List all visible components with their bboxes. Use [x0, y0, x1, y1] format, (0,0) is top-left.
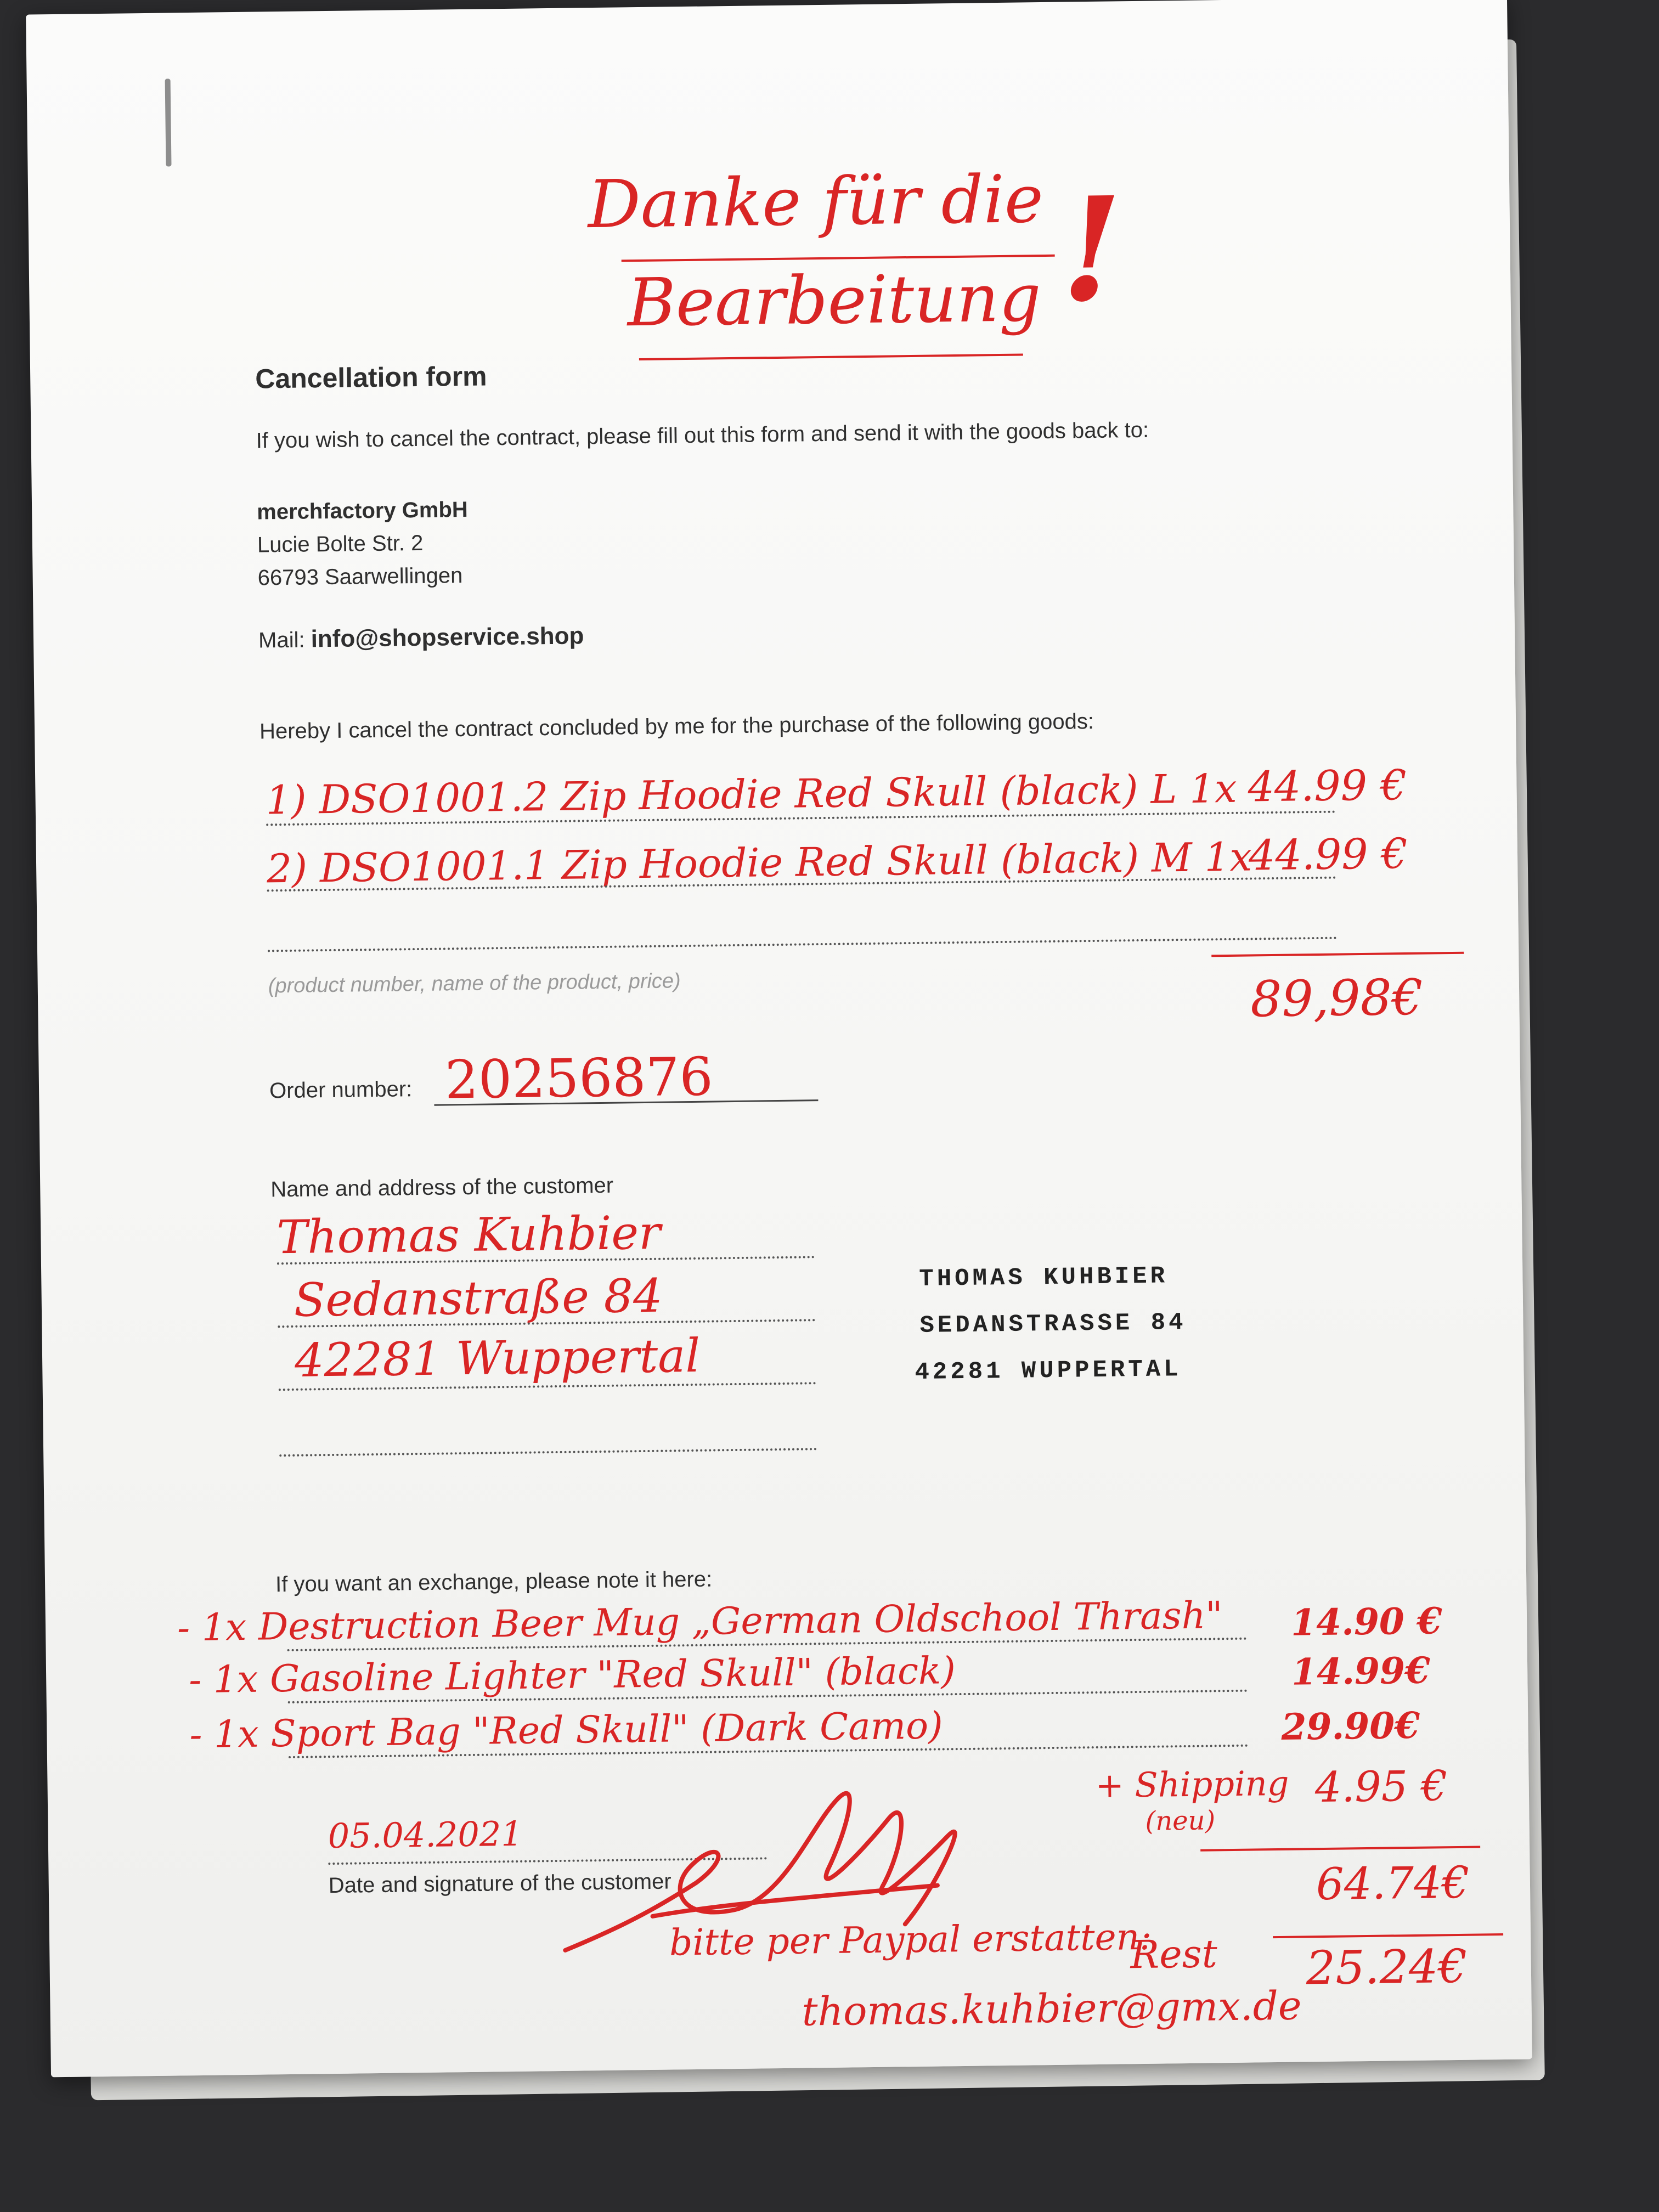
- paypal-note: bitte per Paypal erstatten:: [669, 1915, 1152, 1964]
- handwritten-header-line2: Bearbeitung: [627, 260, 1042, 342]
- goods-price-1: 44.99 €: [1247, 760, 1408, 811]
- goods-sum-rule: [1211, 952, 1464, 957]
- handwritten-header-line1: Danke für die: [587, 161, 1044, 244]
- cancellation-form-sheet: [26, 0, 1532, 2077]
- goods-dotline-3: [268, 937, 1338, 952]
- customer-label: Name and address of the customer: [270, 1173, 614, 1202]
- exchange-sum-rule: [1200, 1846, 1480, 1851]
- exchange-label: If you want an exchange, please note it here:: [275, 1567, 713, 1597]
- form-intro: If you wish to cancel the contract, please fill out this form and send it with the goods back to:: [256, 417, 1149, 453]
- goods-statement: Hereby I cancel the contract concluded by me for the purchase of the following goods:: [259, 709, 1094, 744]
- order-number-value: 20256876: [444, 1046, 714, 1111]
- rest-rule: [1273, 1933, 1503, 1938]
- goods-hint: (product number, name of the product, price): [268, 969, 681, 998]
- exchange-price-1: 14.90 €: [1290, 1599, 1443, 1644]
- goods-price-2: 44.99 €: [1248, 828, 1408, 880]
- mail-row: [258, 622, 584, 653]
- company-street: Lucie Bolte Str. 2: [257, 531, 424, 557]
- exchange-price-2: 14.99€: [1291, 1649, 1431, 1694]
- refund-email: thomas.kuhbier@gmx.de: [802, 1982, 1302, 2035]
- shipping-note: (neu): [1145, 1805, 1216, 1837]
- signature-label: Date and signature of the customer: [328, 1869, 672, 1898]
- signature-date: 05.04.2021: [328, 1813, 523, 1857]
- address-stamp-line2: SEDANSTRASSE 84: [919, 1308, 1187, 1340]
- address-stamp-line1: THOMAS KUHBIER: [919, 1262, 1169, 1293]
- customer-street: Sedanstraße 84: [294, 1268, 663, 1327]
- goods-total: 89,98€: [1250, 968, 1424, 1029]
- customer-name: Thomas Kuhbier: [276, 1205, 661, 1265]
- header-underline-2: [639, 353, 1023, 360]
- customer-dotline-4: [279, 1448, 817, 1457]
- order-number-label: Order number:: [269, 1077, 413, 1103]
- exchange-line-2: - 1x Gasoline Lighter "Red Skull" (black): [188, 1649, 956, 1702]
- rest-label: Rest: [1130, 1931, 1218, 1978]
- goods-line-2: 2) DSO1001.1 Zip Hoodie Red Skull (black) M 1x: [266, 833, 1252, 892]
- mail-address: info@shopservice.shop: [311, 622, 584, 653]
- handwritten-exclamation-mark: !: [1059, 166, 1124, 334]
- staple-mark: [165, 78, 172, 166]
- company-city: 66793 Saarwellingen: [257, 563, 463, 590]
- shipping-price: 4.95 €: [1314, 1761, 1448, 1812]
- exchange-total: 64.74€: [1316, 1857, 1470, 1910]
- rest-value: 25.24€: [1306, 1939, 1468, 1995]
- form-title: Cancellation form: [255, 360, 487, 394]
- company-name: merchfactory GmbH: [256, 497, 469, 524]
- exchange-price-3: 29.90€: [1280, 1703, 1420, 1748]
- exchange-line-3: - 1x Sport Bag "Red Skull" (Dark Camo): [189, 1704, 944, 1757]
- shipping-label: + Shipping: [1095, 1763, 1289, 1806]
- address-stamp-line3: 42281 WUPPERTAL: [915, 1356, 1182, 1387]
- mail-label: Mail:: [258, 628, 305, 653]
- goods-line-1: 1) DSO1001.2 Zip Hoodie Red Skull (black) L 1x: [266, 765, 1238, 823]
- exchange-line-1: - 1x Destruction Beer Mug „German Oldschool Thrash": [177, 1594, 1223, 1650]
- customer-city: 42281 Wuppertal: [294, 1328, 701, 1387]
